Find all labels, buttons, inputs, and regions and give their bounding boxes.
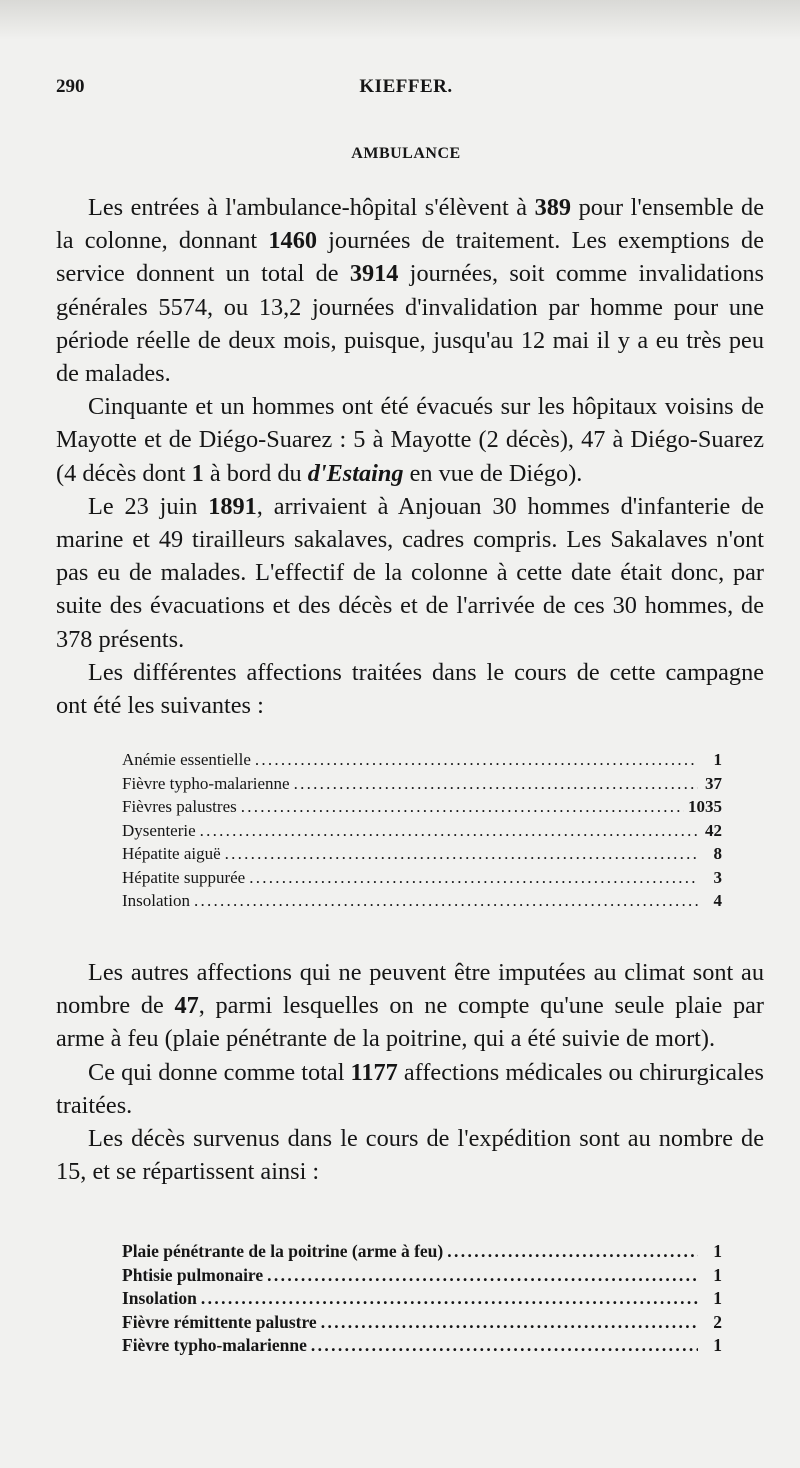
body-text-top [56, 191, 764, 722]
item-label: Fièvres palustres [122, 797, 237, 816]
text-run: , arrivaient à Anjouan 30 hommes d'infanterie de marine et 49 tirailleurs sakalaves, cadres compris. Les Sakalaves n'ont pas eu de malades. L'effectif de la colonne à cette date était donc, par suite des évacuations et des décès et de l'arrivée de ces 30 hommes, de 378 présents. [56, 492, 765, 653]
paragraph [56, 191, 764, 390]
dot-leader [447, 1240, 698, 1264]
list-item [122, 842, 722, 866]
list-item [122, 795, 722, 819]
paragraph [56, 490, 764, 656]
list-item [122, 1287, 722, 1311]
text-run: 47 [174, 992, 199, 1020]
paragraph [56, 390, 764, 490]
text-run: 1177 [350, 1058, 398, 1086]
item-label: Fièvre typho-malarienne [122, 1335, 307, 1355]
list-item [122, 866, 722, 890]
dot-leader [225, 842, 698, 866]
item-count: 1 [713, 1335, 722, 1355]
text-run: Les décès survenus dans le cours de l'expédition sont au nombre de 15, et se répartissent ainsi : [56, 1125, 764, 1186]
list-item [122, 1311, 722, 1335]
item-label: Hépatite suppurée [122, 867, 246, 887]
item-count: 1 [713, 750, 722, 769]
item-label: Fièvre typho-malarienne [122, 773, 290, 793]
item-label: Insolation [122, 891, 190, 910]
dot-leader [294, 772, 698, 796]
item-label: Phtisie pulmonaire [122, 1264, 264, 1285]
paragraph [56, 1056, 764, 1122]
section-title: AMBULANCE [351, 145, 461, 162]
dot-leader [321, 1311, 698, 1335]
text-run: 1460 [268, 227, 317, 255]
dot-leader [194, 889, 698, 913]
list-item [122, 889, 722, 913]
list-item [122, 1240, 722, 1264]
item-count: 37 [705, 773, 722, 793]
item-count: 1 [713, 1288, 722, 1308]
text-run: 389 [534, 194, 572, 221]
deaths-list [122, 1240, 722, 1358]
item-count: 1035 [688, 797, 722, 816]
dot-leader [200, 819, 698, 843]
text-run: en vue de Diégo). [403, 459, 583, 487]
item-label: Dysenterie [122, 820, 196, 840]
item-count: 1 [713, 1264, 722, 1285]
text-run: Les autres affections qui ne peuvent être imputées au climat sont au nombre de [56, 959, 764, 1020]
affections-list [122, 748, 722, 913]
list-item [122, 772, 722, 796]
text-run: 3914 [349, 260, 399, 288]
text-run: 1891 [208, 492, 257, 520]
text-run: d'Estaing [307, 459, 404, 487]
text-run: affections médicales ou chirurgicales traitées. [56, 1058, 764, 1119]
paragraph [56, 956, 764, 1056]
item-count: 1 [713, 1241, 722, 1261]
text-run: journées, soit comme invalidations générales 5574, ou 13,2 journées d'invalidation par homme pour une période réelle de deux mois, puisque, jusqu'au 12 mai il y a eu très peu de malades. [56, 260, 765, 388]
text-run: Cinquante et un hommes ont été évacués sur les hôpitaux voisins de Mayotte et de Diégo-Suarez : 5 à Mayotte (2 décès), 47 à Diégo-Suarez (4 décès dont [56, 393, 764, 487]
item-count: 2 [713, 1311, 722, 1332]
list-item [122, 1264, 722, 1288]
text-run: Les entrées à l'ambulance-hôpital s'élèvent à [88, 194, 535, 221]
text-run: 1 [191, 459, 204, 487]
dot-leader [241, 795, 684, 819]
body-text-bottom [56, 956, 764, 1188]
dot-leader [267, 1264, 698, 1288]
scan-shadow [0, 0, 800, 40]
item-count: 3 [713, 867, 722, 887]
dot-leader [255, 748, 698, 772]
text-run: à bord du [203, 459, 308, 487]
text-run: Le 23 juin [88, 492, 209, 520]
item-count: 42 [705, 820, 722, 840]
text-run: journées de traitement. Les exemptions de service donnent un total de [56, 227, 764, 288]
text-run: Ce qui donne comme total [88, 1058, 351, 1086]
item-count: 4 [713, 891, 722, 910]
dot-leader [249, 866, 698, 890]
text-run: Les différentes affections traitées dans le cours de cette campagne ont été les suivantes : [56, 658, 764, 720]
list-item [122, 748, 722, 772]
paragraph [56, 1122, 764, 1188]
list-item [122, 1334, 722, 1358]
dot-leader [311, 1334, 698, 1358]
dot-leader [201, 1287, 698, 1311]
running-head: KIEFFER. [359, 76, 453, 97]
item-count: 8 [713, 844, 722, 863]
paragraph [56, 656, 764, 722]
item-label: Plaie pénétrante de la poitrine (arme à feu) [122, 1241, 444, 1261]
item-label: Anémie essentielle [122, 750, 251, 769]
page-header [56, 76, 756, 106]
item-label: Hépatite aiguë [122, 844, 221, 863]
item-label: Insolation [122, 1288, 197, 1308]
list-item [122, 819, 722, 843]
text-run: pour l'ensemble de la colonne, donnant [56, 194, 764, 255]
page-number: 290 [56, 76, 85, 97]
text-run: , parmi lesquelles on ne compte qu'une seule plaie par arme à feu (plaie pénétrante de la poitrine, qui a été suivie de mort). [56, 992, 764, 1053]
item-label: Fièvre rémittente palustre [122, 1311, 317, 1332]
